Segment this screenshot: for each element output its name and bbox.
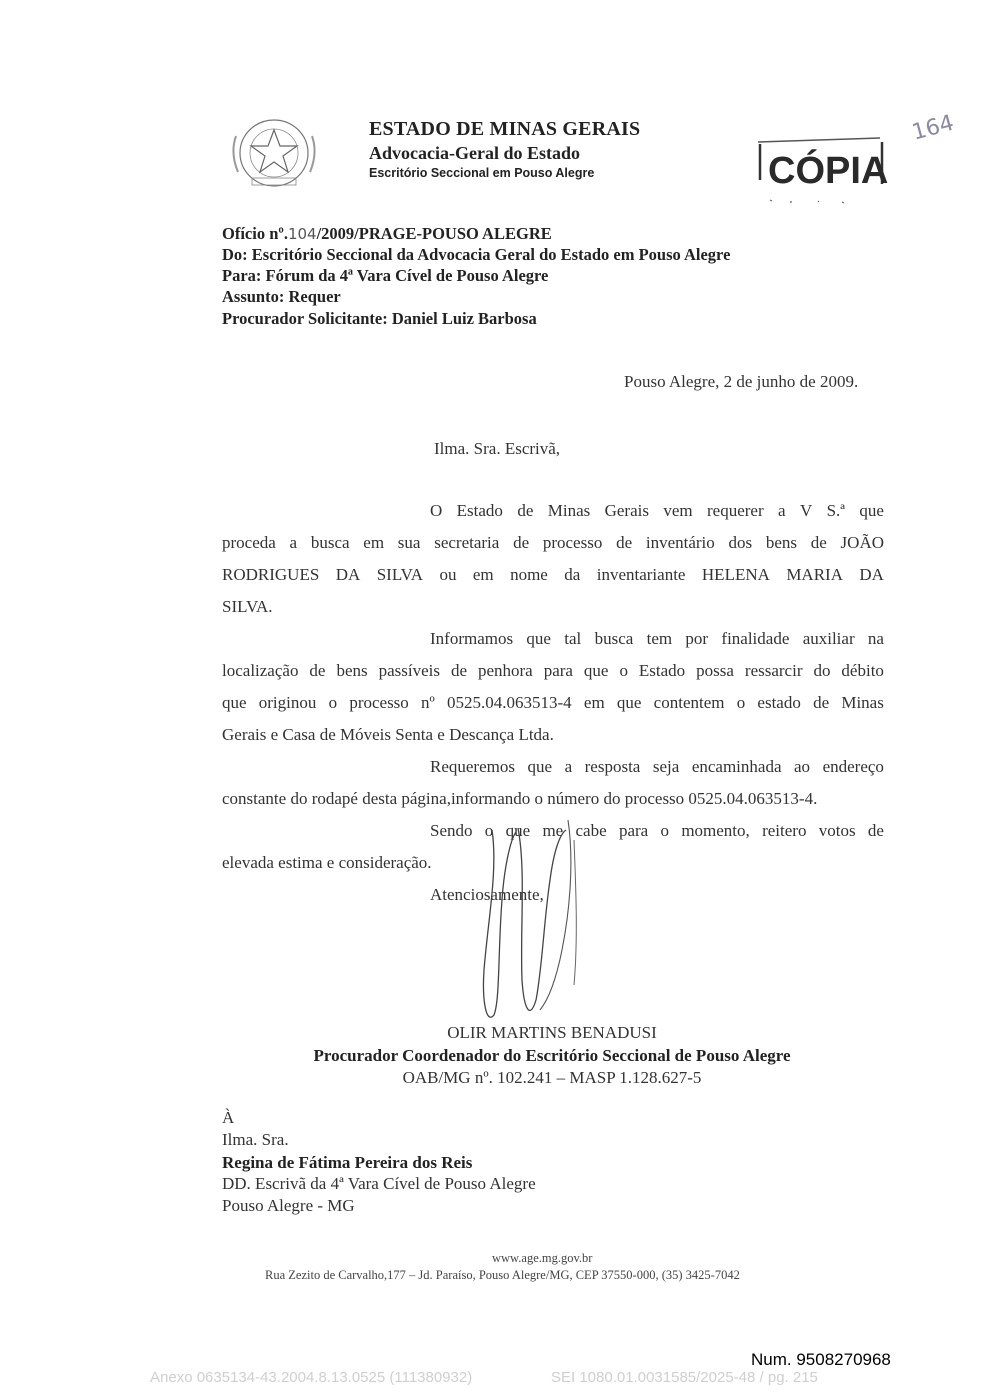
word: resposta — [584, 757, 641, 776]
word: que — [616, 693, 642, 712]
word: contentem — [653, 693, 725, 712]
word: a — [289, 533, 298, 552]
word: busca — [310, 533, 350, 552]
word: Gerais — [604, 501, 649, 520]
word: vem — [663, 501, 693, 520]
word: da — [564, 565, 581, 584]
signer-title: Procurador Coordenador do Escritório Seccional de Pouso Alegre — [313, 1046, 791, 1065]
word: Requeremos — [430, 757, 515, 776]
signer-ids: OAB/MG nº. 102.241 – MASP 1.128.627-5 — [402, 1068, 702, 1087]
word: endereço — [822, 757, 884, 776]
word: RODRIGUES — [222, 565, 320, 584]
word: Informamos — [430, 629, 514, 648]
recipient-salutation: Ilma. Sra. — [222, 1130, 289, 1149]
word: bens — [765, 533, 798, 552]
body-p3-line2: constante do rodapé desta página,informando o número do processo 0525.04.063513-4. — [222, 789, 818, 808]
word: o — [484, 821, 494, 840]
word: cabe — [575, 821, 607, 840]
word: inventário — [645, 533, 715, 552]
word: que — [222, 693, 247, 712]
word: ou — [439, 565, 457, 584]
copy-stamp — [748, 134, 888, 206]
word: DA — [859, 565, 884, 584]
word: de — [867, 821, 884, 840]
word: votos — [818, 821, 856, 840]
state-coat-of-arms — [228, 116, 320, 190]
word: Estado — [638, 661, 686, 680]
body-p2-line3 — [222, 693, 884, 713]
word: na — [867, 629, 884, 648]
annex-reference: Anexo 0635134-43.2004.8.13.0525 (111380932) — [150, 1369, 473, 1386]
word: possa — [696, 661, 734, 680]
word: penhora — [477, 661, 533, 680]
word: encaminhada — [691, 757, 782, 776]
word: de — [450, 661, 467, 680]
word: seja — [652, 757, 680, 776]
word: dos — [728, 533, 753, 552]
word: Minas — [547, 501, 591, 520]
word: em — [363, 533, 385, 552]
word: ao — [794, 757, 811, 776]
word: de — [517, 501, 534, 520]
word: de — [810, 533, 827, 552]
word: Sendo — [430, 821, 473, 840]
word: Minas — [841, 693, 884, 712]
word: S.ª — [826, 501, 845, 520]
word: SILVA — [376, 565, 424, 584]
word: o — [660, 821, 670, 840]
word: de — [309, 661, 326, 680]
stamp-text: CÓPIA — [768, 150, 888, 192]
word: que — [526, 629, 551, 648]
word: de — [813, 693, 830, 712]
word: nº — [421, 693, 435, 712]
header-office: Escritório Seccional em Pouso Alegre — [369, 166, 595, 180]
word: a — [564, 757, 573, 776]
body-p1-line1 — [430, 501, 884, 521]
word: MARIA — [786, 565, 843, 584]
word: que — [859, 501, 884, 520]
word: estado — [757, 693, 801, 712]
recipient-name: Regina de Fátima Pereira dos Reis — [222, 1153, 473, 1172]
word: momento, — [681, 821, 750, 840]
body-p1-line2 — [222, 533, 884, 553]
word: que — [583, 661, 609, 680]
word: finalidade — [721, 629, 790, 648]
word: o — [619, 661, 628, 680]
oficio-requester: Procurador Solicitante: Daniel Luiz Barbosa — [222, 309, 537, 328]
word: débito — [841, 661, 884, 680]
word: passíveis — [378, 661, 440, 680]
word: em — [583, 693, 605, 712]
header-organization: Advocacia-Geral do Estado — [369, 143, 580, 163]
letter-date: Pouso Alegre, 2 de junho de 2009. — [624, 372, 859, 391]
word: requerer — [707, 501, 764, 520]
svg-text:164: 164 — [909, 110, 957, 146]
footer-address: Rua Zezito de Carvalho,177 – Jd. Paraíso, Pouso Alegre/MG, CEP 37550-000, (35) 3425-7042 — [265, 1268, 740, 1282]
word: auxiliar — [802, 629, 855, 648]
header-state-name: ESTADO DE MINAS GERAIS — [369, 118, 641, 140]
word: processo — [542, 533, 603, 552]
oficio-suffix: /2009/PRAGE-POUSO ALEGRE — [316, 224, 552, 243]
body-p2-line4: Gerais e Casa de Móveis Senta e Descança Ltda. — [222, 725, 554, 744]
word: em — [472, 565, 494, 584]
word: para — [618, 821, 649, 840]
letter-salutation: Ilma. Sra. Escrivã, — [434, 439, 561, 458]
word: proceda — [222, 533, 276, 552]
word: O — [430, 501, 443, 520]
word: o — [328, 693, 338, 712]
word: busca — [594, 629, 634, 648]
document-id-number: Num. 9508270968 — [751, 1350, 891, 1369]
word: ressarcir — [744, 661, 803, 680]
word: o — [736, 693, 746, 712]
word: a — [778, 501, 786, 520]
handwritten-signature — [470, 810, 590, 1035]
word: localização — [222, 661, 299, 680]
word: de — [616, 533, 633, 552]
word: sua — [397, 533, 421, 552]
word: que — [527, 757, 553, 776]
signer-name: OLIR MARTINS BENADUSI — [447, 1023, 657, 1042]
footer-website: www.age.mg.gov.br — [492, 1251, 593, 1265]
word: reitero — [762, 821, 807, 840]
word: tem — [646, 629, 673, 648]
oficio-number-line — [222, 224, 552, 244]
body-p1-line4: SILVA. — [222, 597, 273, 616]
oficio-subject: Assunto: Requer — [222, 287, 341, 306]
sei-reference: SEI 1080.01.0031585/2025-48 / pg. 215 — [551, 1369, 818, 1386]
word: V — [799, 501, 813, 520]
word: secretaria — [434, 533, 500, 552]
word: JOÃO — [840, 533, 884, 552]
recipient-city: Pouso Alegre - MG — [222, 1196, 355, 1215]
word: de — [513, 533, 530, 552]
oficio-from: Do: Escritório Seccional da Advocacia Geral do Estado em Pouso Alegre — [222, 245, 731, 264]
word: HELENA — [701, 565, 770, 584]
word: me — [542, 821, 564, 840]
body-p2-line1 — [430, 629, 884, 649]
oficio-to: Para: Fórum da 4ª Vara Cível de Pouso Alegre — [222, 266, 549, 285]
word: processo — [349, 693, 409, 712]
word: DA — [335, 565, 361, 584]
word: que — [505, 821, 531, 840]
word: bens — [336, 661, 368, 680]
word: para — [543, 661, 573, 680]
word: por — [685, 629, 709, 648]
recipient-to: À — [222, 1108, 235, 1127]
oficio-handwritten-number: 104 — [287, 225, 317, 243]
body-p2-line2 — [222, 661, 884, 681]
word: do — [813, 661, 831, 680]
word: originou — [258, 693, 317, 712]
recipient-role: DD. Escrivã da 4ª Vara Cível de Pouso Alegre — [222, 1174, 536, 1193]
word: nome — [510, 565, 548, 584]
letter-closing: Atenciosamente, — [430, 885, 544, 904]
body-p4-line2: elevada estima e consideração. — [222, 853, 432, 872]
word: inventariante — [596, 565, 686, 584]
body-p1-line3 — [222, 565, 884, 585]
body-p3-line1 — [430, 757, 884, 777]
word: 0525.04.063513-4 — [447, 693, 572, 712]
word: tal — [564, 629, 582, 648]
word: Estado — [456, 501, 503, 520]
oficio-prefix: Ofício nº. — [222, 224, 288, 243]
handwritten-page-number — [905, 94, 965, 148]
